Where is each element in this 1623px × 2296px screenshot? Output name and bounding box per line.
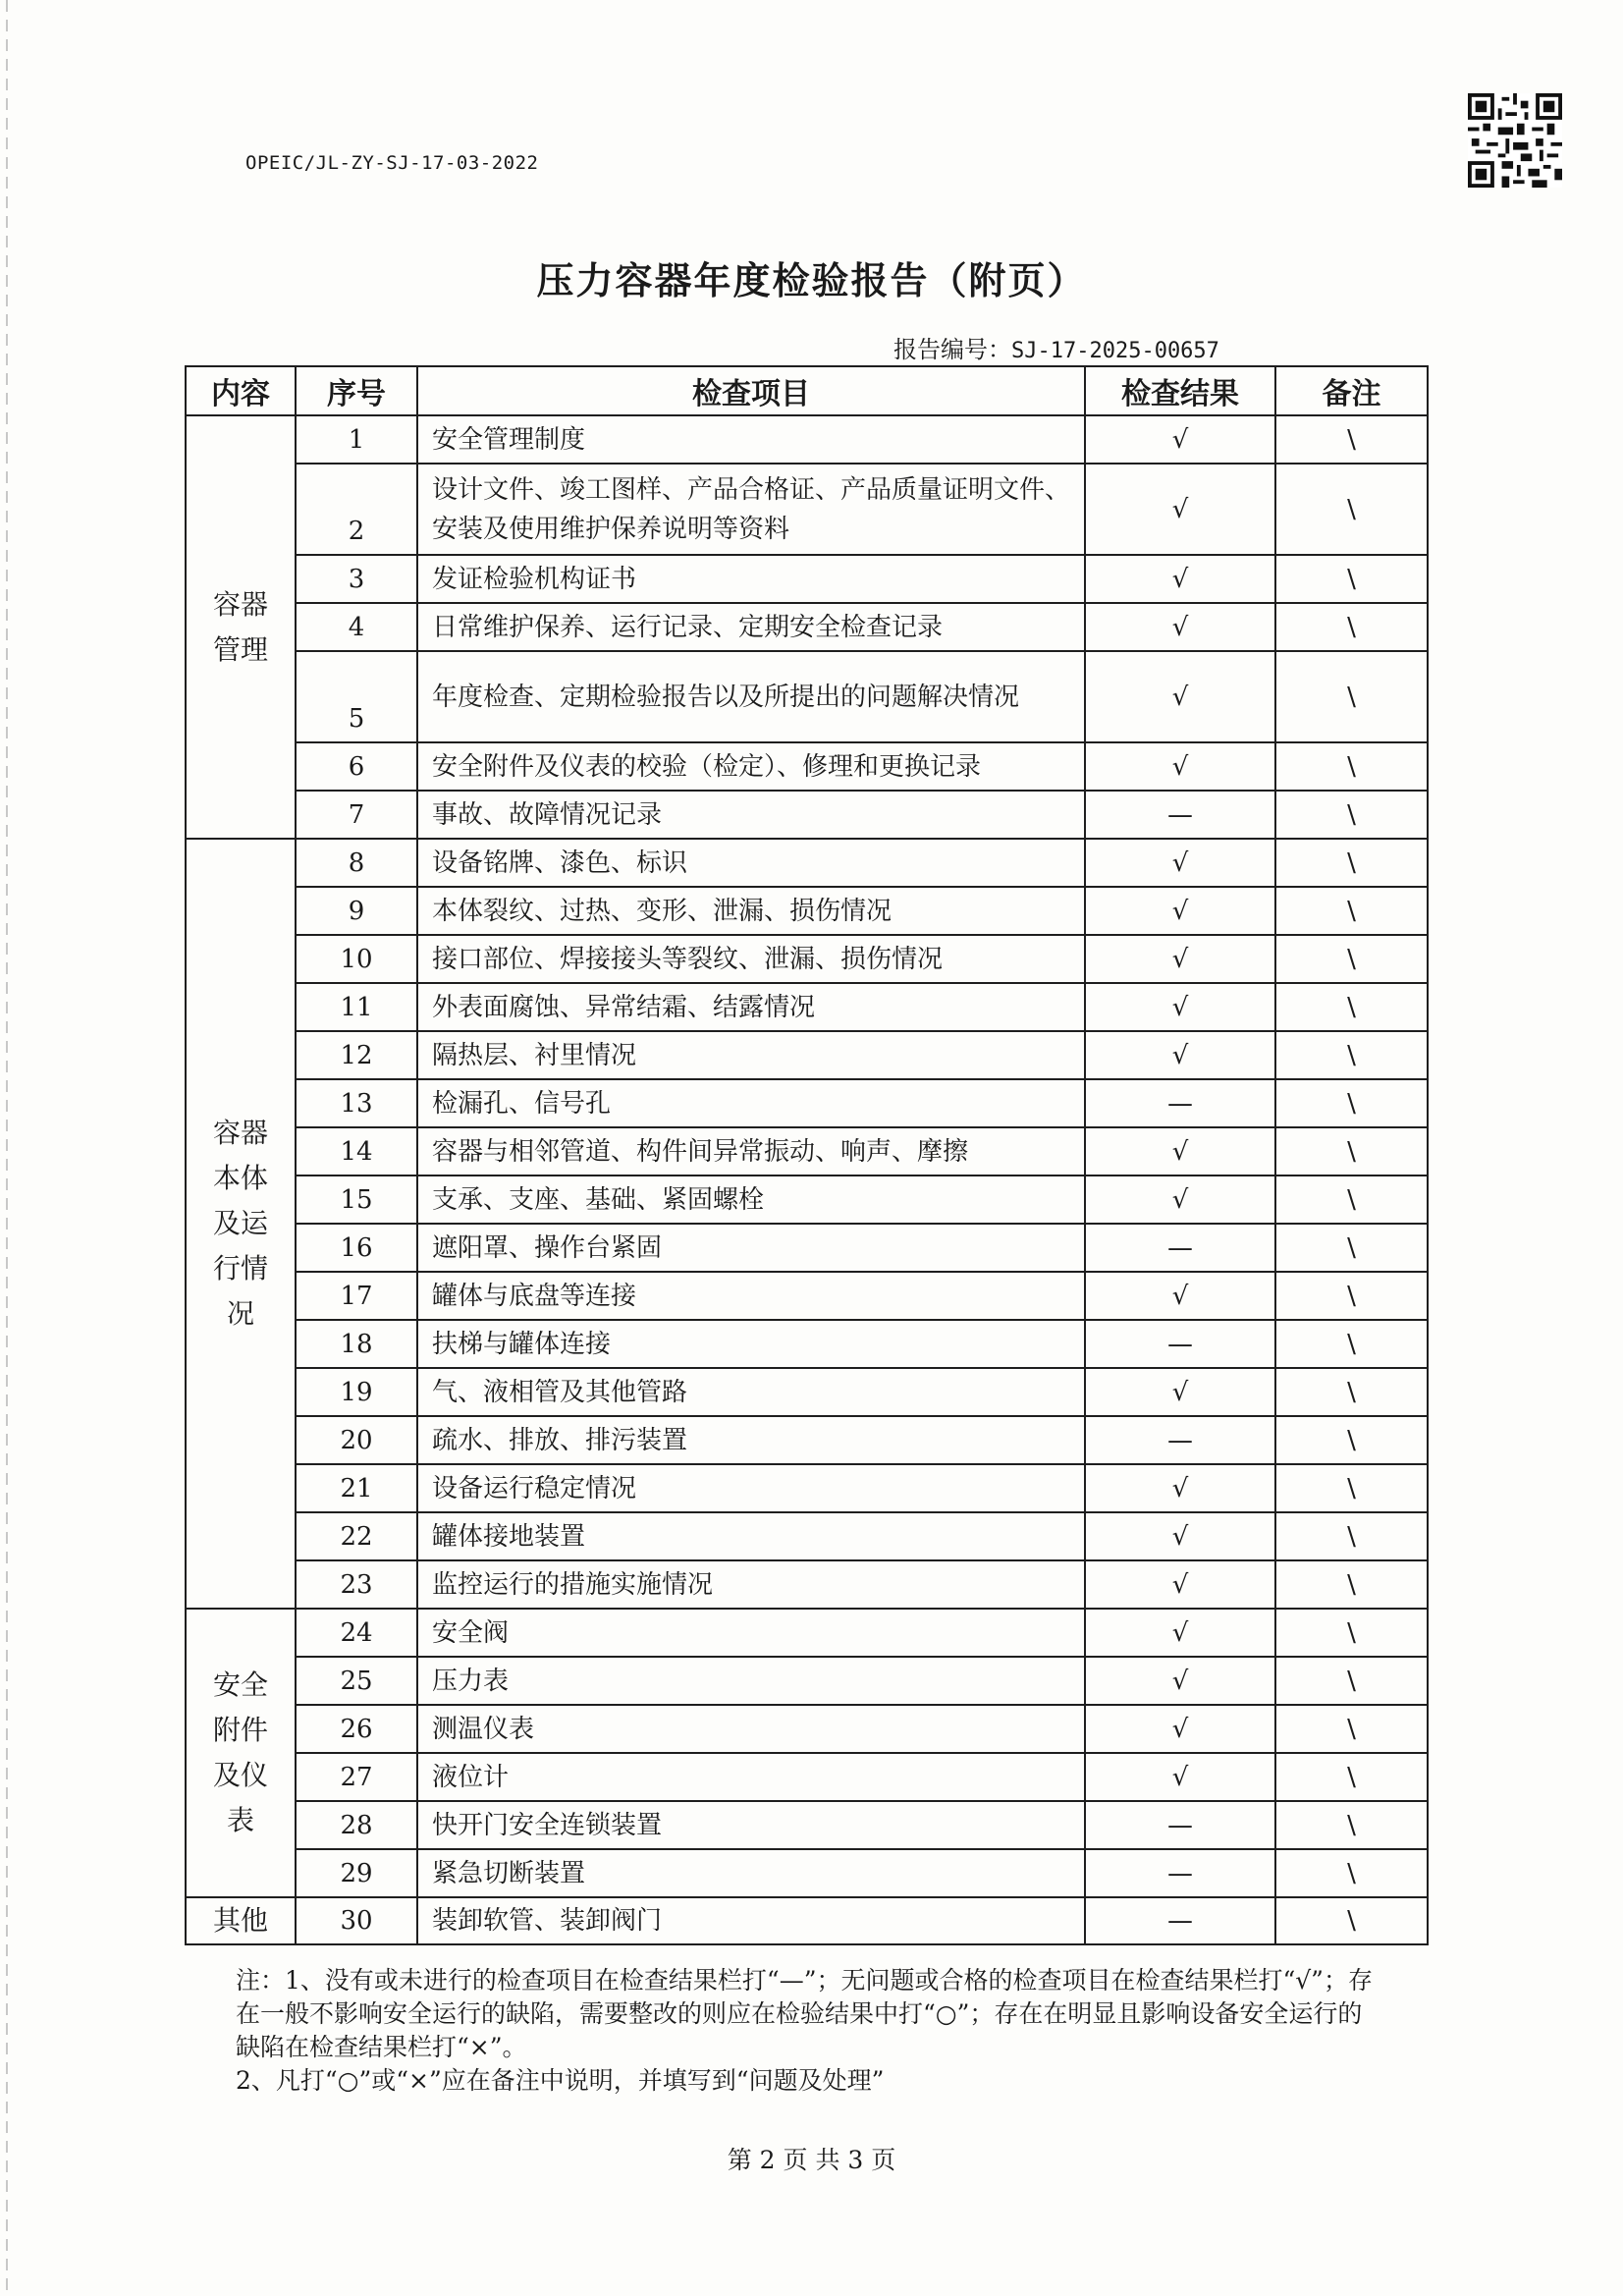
row-remark: \ <box>1275 464 1428 555</box>
category-cell <box>186 1897 296 1944</box>
row-result: √ <box>1085 1753 1275 1801</box>
binding-margin-line <box>6 0 8 2296</box>
row-item: 检漏孔、信号孔 <box>417 1079 1085 1127</box>
note-2: 2、凡打“○”或“×”应在备注中说明，并填写到“问题及处理” <box>236 2066 885 2095</box>
row-number: 30 <box>296 1897 417 1944</box>
table-row <box>186 1079 1428 1127</box>
row-item: 扶梯与罐体连接 <box>417 1320 1085 1368</box>
row-remark: \ <box>1275 1705 1428 1753</box>
row-number: 21 <box>296 1464 417 1512</box>
table-row <box>186 1368 1428 1416</box>
table-row <box>186 1320 1428 1368</box>
row-result: — <box>1085 1079 1275 1127</box>
report-number <box>893 330 1219 364</box>
row-remark: \ <box>1275 1272 1428 1320</box>
row-result: — <box>1085 1320 1275 1368</box>
inspection-table <box>185 365 1429 1945</box>
row-item: 液位计 <box>417 1753 1085 1801</box>
table-row <box>186 839 1428 887</box>
header-remark: 备注 <box>1275 366 1428 415</box>
table-header-row <box>186 366 1428 415</box>
notes-section <box>236 1964 1375 2098</box>
table-row <box>186 935 1428 983</box>
row-item: 隔热层、衬里情况 <box>417 1031 1085 1079</box>
row-result: √ <box>1085 1657 1275 1705</box>
row-item: 安全附件及仪表的校验（检定）、修理和更换记录 <box>417 742 1085 791</box>
row-remark: \ <box>1275 742 1428 791</box>
table-row <box>186 1609 1428 1657</box>
category-label: 容器本体及运行情况 <box>212 1117 268 1330</box>
row-remark: \ <box>1275 1560 1428 1609</box>
row-result: √ <box>1085 415 1275 464</box>
row-remark: \ <box>1275 651 1428 742</box>
header-item: 检查项目 <box>417 366 1085 415</box>
row-item: 本体裂纹、过热、变形、泄漏、损伤情况 <box>417 887 1085 935</box>
row-remark: \ <box>1275 1224 1428 1272</box>
row-item: 监控运行的措施实施情况 <box>417 1560 1085 1609</box>
header-category: 内容 <box>186 366 296 415</box>
row-remark: \ <box>1275 1127 1428 1175</box>
row-number: 16 <box>296 1224 417 1272</box>
row-remark: \ <box>1275 1753 1428 1801</box>
row-remark: \ <box>1275 415 1428 464</box>
row-item: 快开门安全连锁装置 <box>417 1801 1085 1849</box>
row-number: 29 <box>296 1849 417 1897</box>
table-row <box>186 983 1428 1031</box>
row-number: 3 <box>296 555 417 603</box>
row-number: 14 <box>296 1127 417 1175</box>
table-row <box>186 1657 1428 1705</box>
row-item: 紧急切断装置 <box>417 1849 1085 1897</box>
category-cell <box>186 1609 296 1897</box>
row-number: 4 <box>296 603 417 651</box>
row-item: 安全管理制度 <box>417 415 1085 464</box>
category-label: 其他 <box>212 1904 268 1937</box>
row-number: 19 <box>296 1368 417 1416</box>
row-result: √ <box>1085 935 1275 983</box>
row-result: √ <box>1085 1464 1275 1512</box>
row-result: √ <box>1085 1560 1275 1609</box>
row-result: √ <box>1085 1175 1275 1224</box>
row-number: 5 <box>296 651 417 742</box>
row-number: 25 <box>296 1657 417 1705</box>
row-result: √ <box>1085 1272 1275 1320</box>
row-remark: \ <box>1275 1897 1428 1944</box>
table-row <box>186 1801 1428 1849</box>
row-item: 日常维护保养、运行记录、定期安全检查记录 <box>417 603 1085 651</box>
row-remark: \ <box>1275 1801 1428 1849</box>
row-number: 20 <box>296 1416 417 1464</box>
row-result: √ <box>1085 555 1275 603</box>
row-item: 设备运行稳定情况 <box>417 1464 1085 1512</box>
table-row <box>186 1272 1428 1320</box>
report-number-label: 报告编号： <box>893 336 1011 363</box>
document-code: OPEIC/JL-ZY-SJ-17-03-2022 <box>245 152 539 174</box>
row-result: √ <box>1085 1609 1275 1657</box>
note-1: 注：1、没有或未进行的检查项目在检查结果栏打“—”；无问题或合格的检查项目在检查结果栏打“√”；存在一般不影响安全运行的缺陷，需要整改的则应在检验结果中打“○”；存在在明显且影响设备安全运行的缺陷在检查结果栏打“×”。 <box>236 1966 1373 2061</box>
row-result: √ <box>1085 651 1275 742</box>
table-row <box>186 555 1428 603</box>
row-number: 8 <box>296 839 417 887</box>
row-number: 28 <box>296 1801 417 1849</box>
row-item: 罐体接地装置 <box>417 1512 1085 1560</box>
row-remark: \ <box>1275 887 1428 935</box>
row-item: 罐体与底盘等连接 <box>417 1272 1085 1320</box>
row-result: √ <box>1085 839 1275 887</box>
row-number: 13 <box>296 1079 417 1127</box>
row-result: — <box>1085 1849 1275 1897</box>
row-number: 22 <box>296 1512 417 1560</box>
row-remark: \ <box>1275 1320 1428 1368</box>
category-cell <box>186 415 296 839</box>
row-remark: \ <box>1275 1079 1428 1127</box>
row-number: 23 <box>296 1560 417 1609</box>
row-remark: \ <box>1275 1031 1428 1079</box>
row-number: 1 <box>296 415 417 464</box>
table-row <box>186 464 1428 555</box>
row-remark: \ <box>1275 1464 1428 1512</box>
row-remark: \ <box>1275 1657 1428 1705</box>
qr-code-icon <box>1468 93 1562 188</box>
row-remark: \ <box>1275 1416 1428 1464</box>
header-number: 序号 <box>296 366 417 415</box>
row-number: 6 <box>296 742 417 791</box>
table-row <box>186 1753 1428 1801</box>
row-number: 10 <box>296 935 417 983</box>
table-row <box>186 1416 1428 1464</box>
row-item: 事故、故障情况记录 <box>417 791 1085 839</box>
row-result: — <box>1085 1416 1275 1464</box>
table-row <box>186 1031 1428 1079</box>
table-row <box>186 742 1428 791</box>
row-number: 11 <box>296 983 417 1031</box>
row-number: 9 <box>296 887 417 935</box>
row-remark: \ <box>1275 935 1428 983</box>
row-result: √ <box>1085 464 1275 555</box>
header-result: 检查结果 <box>1085 366 1275 415</box>
row-number: 26 <box>296 1705 417 1753</box>
table-row <box>186 1127 1428 1175</box>
row-remark: \ <box>1275 1175 1428 1224</box>
row-result: √ <box>1085 1705 1275 1753</box>
row-result: — <box>1085 791 1275 839</box>
table-row <box>186 1897 1428 1944</box>
row-number: 7 <box>296 791 417 839</box>
row-result: √ <box>1085 983 1275 1031</box>
table-row <box>186 1512 1428 1560</box>
row-item: 装卸软管、装卸阀门 <box>417 1897 1085 1944</box>
row-number: 15 <box>296 1175 417 1224</box>
row-result: — <box>1085 1897 1275 1944</box>
row-remark: \ <box>1275 983 1428 1031</box>
row-remark: \ <box>1275 1849 1428 1897</box>
row-remark: \ <box>1275 1609 1428 1657</box>
row-item: 接口部位、焊接接头等裂纹、泄漏、损伤情况 <box>417 935 1085 983</box>
table-row <box>186 1175 1428 1224</box>
row-result: √ <box>1085 1127 1275 1175</box>
row-remark: \ <box>1275 1512 1428 1560</box>
row-number: 27 <box>296 1753 417 1801</box>
row-result: — <box>1085 1801 1275 1849</box>
row-result: √ <box>1085 1512 1275 1560</box>
row-item: 设备铭牌、漆色、标识 <box>417 839 1085 887</box>
row-number: 24 <box>296 1609 417 1657</box>
row-remark: \ <box>1275 791 1428 839</box>
row-result: √ <box>1085 742 1275 791</box>
table-row <box>186 1224 1428 1272</box>
row-number: 2 <box>296 464 417 555</box>
row-item: 发证检验机构证书 <box>417 555 1085 603</box>
row-result: √ <box>1085 1368 1275 1416</box>
category-label: 容器管理 <box>212 587 268 666</box>
table-row <box>186 1464 1428 1512</box>
row-item: 支承、支座、基础、紧固螺栓 <box>417 1175 1085 1224</box>
row-number: 12 <box>296 1031 417 1079</box>
row-result: √ <box>1085 1031 1275 1079</box>
category-label: 安全附件及仪表 <box>212 1668 268 1836</box>
table-body <box>186 415 1428 1944</box>
page-footer: 第 2 页 共 3 页 <box>727 2146 896 2174</box>
table-row <box>186 415 1428 464</box>
row-result: √ <box>1085 887 1275 935</box>
row-item: 设计文件、竣工图样、产品合格证、产品质量证明文件、安装及使用维护保养说明等资料 <box>417 464 1085 555</box>
row-item: 疏水、排放、排污装置 <box>417 1416 1085 1464</box>
table-row <box>186 1705 1428 1753</box>
row-remark: \ <box>1275 603 1428 651</box>
row-item: 测温仪表 <box>417 1705 1085 1753</box>
row-item: 外表面腐蚀、异常结霜、结露情况 <box>417 983 1085 1031</box>
row-item: 容器与相邻管道、构件间异常振动、响声、摩擦 <box>417 1127 1085 1175</box>
row-result: √ <box>1085 603 1275 651</box>
table-row <box>186 1849 1428 1897</box>
row-number: 18 <box>296 1320 417 1368</box>
table-row <box>186 651 1428 742</box>
row-result: — <box>1085 1224 1275 1272</box>
row-remark: \ <box>1275 839 1428 887</box>
row-item: 气、液相管及其他管路 <box>417 1368 1085 1416</box>
table-row <box>186 1560 1428 1609</box>
row-number: 17 <box>296 1272 417 1320</box>
row-item: 压力表 <box>417 1657 1085 1705</box>
table-row <box>186 887 1428 935</box>
category-cell <box>186 839 296 1609</box>
row-remark: \ <box>1275 555 1428 603</box>
table-row <box>186 791 1428 839</box>
report-number-value: SJ-17-2025-00657 <box>1011 339 1219 363</box>
table-row <box>186 603 1428 651</box>
row-item: 年度检查、定期检验报告以及所提出的问题解决情况 <box>417 651 1085 742</box>
row-remark: \ <box>1275 1368 1428 1416</box>
row-item: 安全阀 <box>417 1609 1085 1657</box>
report-title: 压力容器年度检验报告（附页） <box>536 258 1087 302</box>
row-item: 遮阳罩、操作台紧固 <box>417 1224 1085 1272</box>
